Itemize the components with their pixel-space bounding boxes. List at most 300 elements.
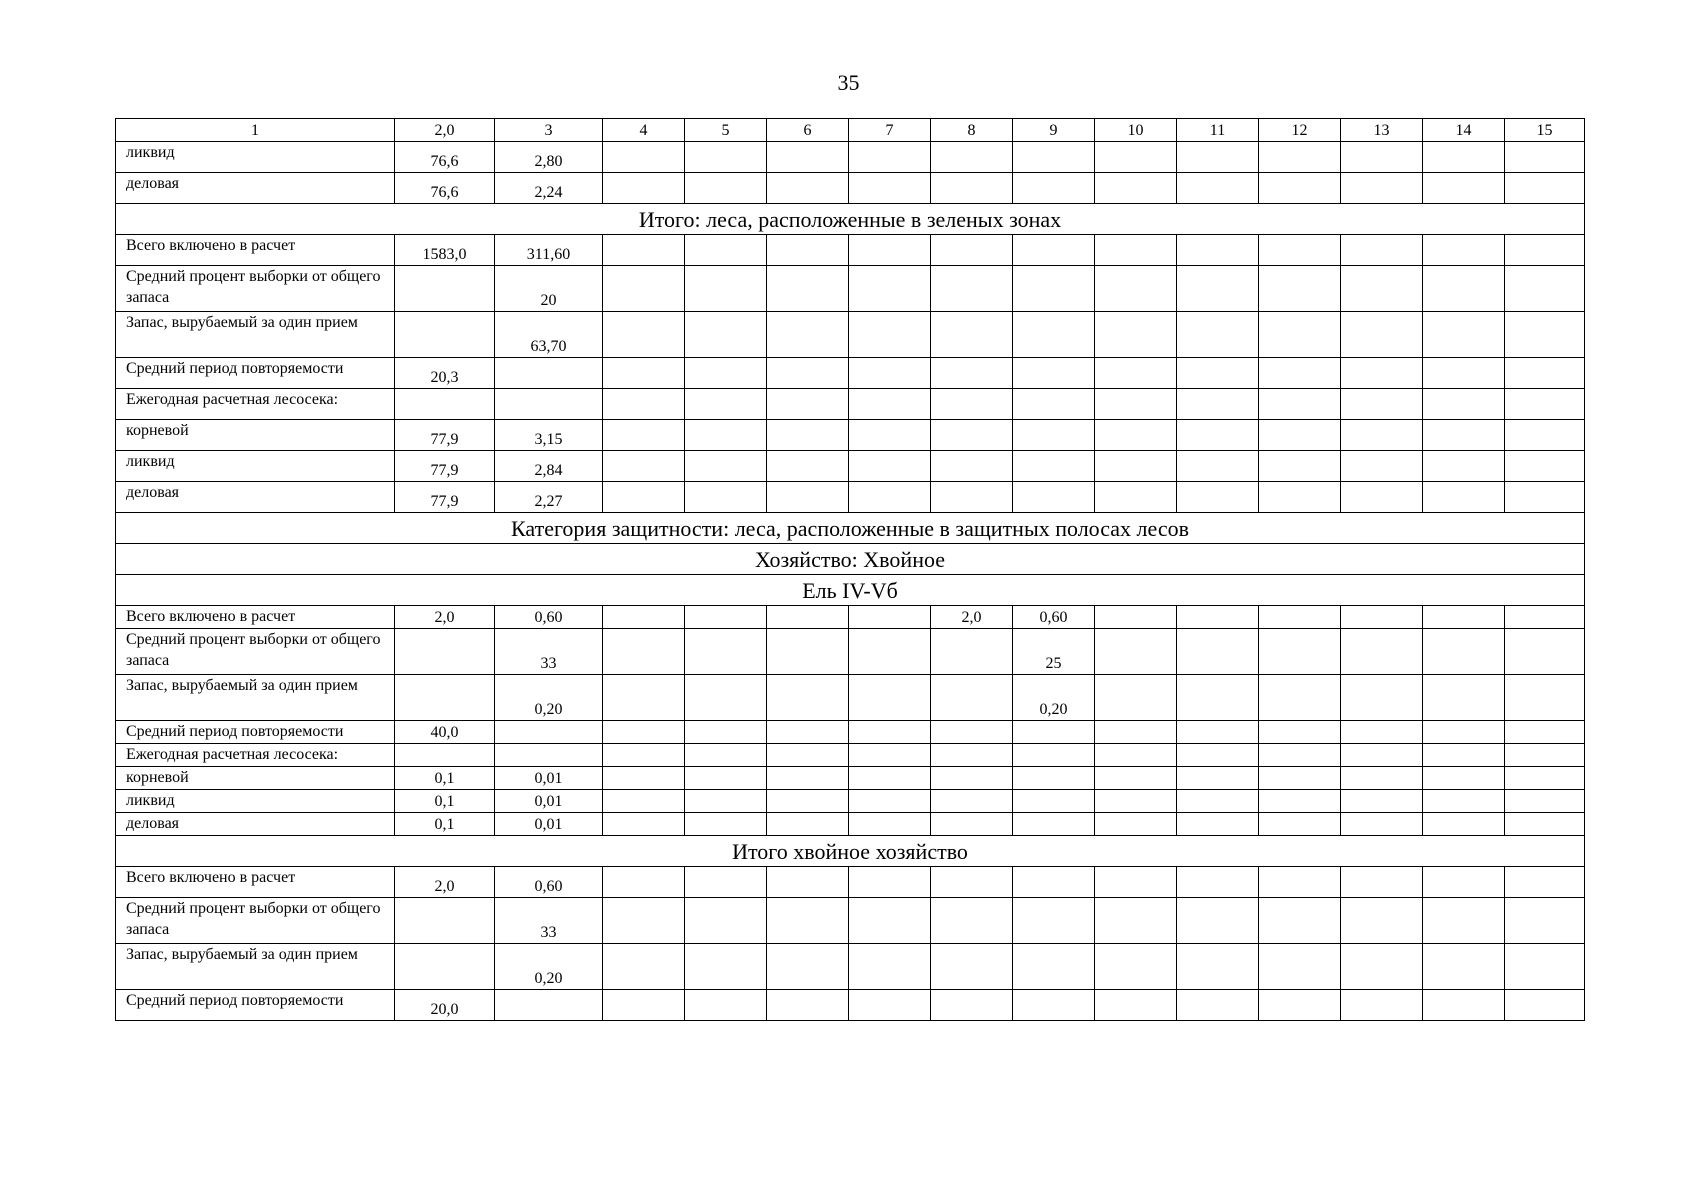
value-cell bbox=[931, 944, 1013, 990]
header-cell: 4 bbox=[603, 119, 685, 142]
table-row bbox=[116, 744, 1585, 767]
value-cell bbox=[603, 420, 685, 451]
value-cell bbox=[1095, 606, 1177, 629]
table-row bbox=[116, 142, 1585, 173]
value-cell bbox=[1259, 790, 1341, 813]
value-cell bbox=[1259, 173, 1341, 204]
row-label: Средний период повторяемости bbox=[116, 358, 395, 389]
value-cell bbox=[849, 389, 931, 420]
table-row bbox=[116, 312, 1585, 358]
value-cell bbox=[603, 867, 685, 898]
data-table bbox=[115, 118, 1585, 1021]
value-cell bbox=[1013, 235, 1095, 266]
value-cell bbox=[849, 235, 931, 266]
value-cell: 33 bbox=[495, 898, 603, 944]
value-cell bbox=[495, 389, 603, 420]
value-cell bbox=[931, 675, 1013, 721]
value-cell bbox=[849, 675, 931, 721]
table-row bbox=[116, 482, 1585, 513]
value-cell: 0,60 bbox=[495, 867, 603, 898]
value-cell bbox=[1095, 944, 1177, 990]
table-row bbox=[116, 721, 1585, 744]
table-row bbox=[116, 266, 1585, 312]
row-label: ликвид bbox=[116, 790, 395, 813]
value-cell bbox=[1259, 675, 1341, 721]
value-cell bbox=[849, 451, 931, 482]
value-cell: 0,60 bbox=[1013, 606, 1095, 629]
value-cell: 311,60 bbox=[495, 235, 603, 266]
value-cell bbox=[1177, 482, 1259, 513]
value-cell bbox=[1505, 790, 1585, 813]
value-cell bbox=[603, 606, 685, 629]
table-row bbox=[116, 420, 1585, 451]
value-cell: 0,01 bbox=[495, 767, 603, 790]
value-cell bbox=[603, 675, 685, 721]
value-cell bbox=[1095, 451, 1177, 482]
value-cell bbox=[767, 675, 849, 721]
value-cell bbox=[1013, 389, 1095, 420]
row-label: Ежегодная расчетная лесосека: bbox=[116, 389, 395, 420]
value-cell bbox=[1259, 420, 1341, 451]
row-label: Всего включено в расчет bbox=[116, 235, 395, 266]
row-label: Средний период повторяемости bbox=[116, 990, 395, 1021]
value-cell: 1583,0 bbox=[395, 235, 495, 266]
value-cell bbox=[603, 944, 685, 990]
value-cell bbox=[495, 744, 603, 767]
value-cell bbox=[849, 790, 931, 813]
value-cell bbox=[1013, 266, 1095, 312]
value-cell bbox=[1013, 451, 1095, 482]
value-cell bbox=[1505, 606, 1585, 629]
value-cell bbox=[685, 235, 767, 266]
value-cell bbox=[1095, 142, 1177, 173]
value-cell bbox=[1423, 744, 1505, 767]
value-cell bbox=[1341, 813, 1423, 836]
value-cell bbox=[1423, 312, 1505, 358]
section-title: Хозяйство: Хвойное bbox=[116, 544, 1585, 575]
value-cell: 2,80 bbox=[495, 142, 603, 173]
value-cell bbox=[849, 266, 931, 312]
value-cell bbox=[1095, 389, 1177, 420]
value-cell bbox=[1177, 451, 1259, 482]
value-cell bbox=[685, 944, 767, 990]
row-label: Средний период повторяемости bbox=[116, 721, 395, 744]
header-cell: 10 bbox=[1095, 119, 1177, 142]
value-cell: 2,0 bbox=[395, 606, 495, 629]
value-cell bbox=[1341, 790, 1423, 813]
value-cell bbox=[1259, 744, 1341, 767]
value-cell bbox=[1505, 173, 1585, 204]
value-cell bbox=[395, 675, 495, 721]
section-title: Ель IV-Vб bbox=[116, 575, 1585, 606]
value-cell bbox=[931, 482, 1013, 513]
value-cell: 0,60 bbox=[495, 606, 603, 629]
header-cell: 7 bbox=[849, 119, 931, 142]
value-cell bbox=[685, 898, 767, 944]
value-cell bbox=[931, 389, 1013, 420]
value-cell bbox=[767, 744, 849, 767]
row-label: деловая bbox=[116, 173, 395, 204]
value-cell bbox=[1259, 358, 1341, 389]
value-cell bbox=[1505, 142, 1585, 173]
value-cell bbox=[1341, 629, 1423, 675]
header-cell: 6 bbox=[767, 119, 849, 142]
value-cell bbox=[1341, 482, 1423, 513]
value-cell bbox=[685, 990, 767, 1021]
value-cell bbox=[685, 420, 767, 451]
value-cell bbox=[395, 389, 495, 420]
header-cell: 3 bbox=[495, 119, 603, 142]
value-cell: 77,9 bbox=[395, 482, 495, 513]
value-cell bbox=[1177, 898, 1259, 944]
value-cell bbox=[767, 173, 849, 204]
value-cell bbox=[685, 744, 767, 767]
value-cell bbox=[931, 235, 1013, 266]
value-cell bbox=[931, 790, 1013, 813]
row-label: Средний процент выборки от общего запаса bbox=[116, 898, 395, 944]
value-cell bbox=[931, 898, 1013, 944]
value-cell bbox=[849, 867, 931, 898]
value-cell bbox=[931, 867, 1013, 898]
value-cell bbox=[1177, 744, 1259, 767]
value-cell bbox=[685, 312, 767, 358]
value-cell bbox=[1095, 675, 1177, 721]
value-cell bbox=[1177, 235, 1259, 266]
value-cell: 0,20 bbox=[1013, 675, 1095, 721]
value-cell bbox=[1505, 813, 1585, 836]
value-cell bbox=[603, 358, 685, 389]
table-row bbox=[116, 767, 1585, 790]
value-cell bbox=[1423, 944, 1505, 990]
value-cell bbox=[767, 312, 849, 358]
value-cell bbox=[767, 790, 849, 813]
value-cell bbox=[767, 867, 849, 898]
value-cell bbox=[1259, 266, 1341, 312]
value-cell bbox=[1341, 235, 1423, 266]
value-cell bbox=[685, 389, 767, 420]
value-cell bbox=[931, 813, 1013, 836]
value-cell bbox=[1341, 867, 1423, 898]
value-cell bbox=[1177, 721, 1259, 744]
value-cell bbox=[1505, 312, 1585, 358]
page-number: 35 bbox=[837, 70, 860, 95]
value-cell bbox=[1177, 389, 1259, 420]
table-row bbox=[116, 389, 1585, 420]
value-cell bbox=[849, 606, 931, 629]
value-cell bbox=[1341, 767, 1423, 790]
value-cell bbox=[603, 142, 685, 173]
value-cell bbox=[767, 389, 849, 420]
value-cell bbox=[1013, 790, 1095, 813]
value-cell bbox=[1423, 898, 1505, 944]
value-cell bbox=[1095, 629, 1177, 675]
value-cell bbox=[1341, 606, 1423, 629]
value-cell bbox=[603, 813, 685, 836]
section-title: Итого хвойное хозяйство bbox=[116, 836, 1585, 867]
value-cell bbox=[1423, 790, 1505, 813]
value-cell bbox=[1341, 898, 1423, 944]
value-cell: 77,9 bbox=[395, 451, 495, 482]
table-row bbox=[116, 629, 1585, 675]
value-cell: 0,01 bbox=[495, 813, 603, 836]
value-cell bbox=[1341, 675, 1423, 721]
value-cell bbox=[603, 898, 685, 944]
value-cell bbox=[1423, 629, 1505, 675]
value-cell bbox=[1341, 420, 1423, 451]
value-cell bbox=[1259, 898, 1341, 944]
value-cell bbox=[1177, 867, 1259, 898]
table-row bbox=[116, 451, 1585, 482]
value-cell bbox=[1341, 944, 1423, 990]
value-cell bbox=[1423, 813, 1505, 836]
value-cell bbox=[1341, 312, 1423, 358]
table-row bbox=[116, 358, 1585, 389]
value-cell bbox=[1259, 944, 1341, 990]
value-cell bbox=[767, 629, 849, 675]
value-cell bbox=[1177, 767, 1259, 790]
value-cell bbox=[1095, 235, 1177, 266]
section-row bbox=[116, 575, 1585, 606]
value-cell bbox=[931, 721, 1013, 744]
value-cell bbox=[1013, 173, 1095, 204]
value-cell bbox=[1177, 990, 1259, 1021]
header-cell: 2,0 bbox=[395, 119, 495, 142]
value-cell bbox=[931, 266, 1013, 312]
value-cell bbox=[1423, 606, 1505, 629]
table-row bbox=[116, 944, 1585, 990]
value-cell bbox=[767, 358, 849, 389]
header-row bbox=[116, 119, 1585, 142]
value-cell bbox=[1259, 606, 1341, 629]
value-cell bbox=[1013, 482, 1095, 513]
value-cell bbox=[603, 790, 685, 813]
value-cell bbox=[1259, 389, 1341, 420]
value-cell bbox=[767, 944, 849, 990]
value-cell bbox=[1423, 235, 1505, 266]
value-cell bbox=[1259, 767, 1341, 790]
value-cell: 2,27 bbox=[495, 482, 603, 513]
value-cell bbox=[1505, 721, 1585, 744]
value-cell bbox=[1505, 235, 1585, 266]
value-cell bbox=[1095, 420, 1177, 451]
value-cell bbox=[1177, 420, 1259, 451]
value-cell bbox=[931, 451, 1013, 482]
value-cell: 25 bbox=[1013, 629, 1095, 675]
value-cell bbox=[849, 482, 931, 513]
value-cell bbox=[1013, 744, 1095, 767]
section-title: Итого: леса, расположенные в зеленых зонах bbox=[116, 204, 1585, 235]
value-cell bbox=[931, 358, 1013, 389]
value-cell bbox=[1259, 482, 1341, 513]
value-cell bbox=[395, 944, 495, 990]
table-row bbox=[116, 898, 1585, 944]
value-cell bbox=[1013, 420, 1095, 451]
value-cell bbox=[849, 990, 931, 1021]
row-label: Запас, вырубаемый за один прием bbox=[116, 312, 395, 358]
value-cell bbox=[603, 451, 685, 482]
value-cell bbox=[1259, 142, 1341, 173]
value-cell bbox=[1177, 142, 1259, 173]
value-cell bbox=[1013, 990, 1095, 1021]
value-cell bbox=[1423, 173, 1505, 204]
row-label: Запас, вырубаемый за один прием bbox=[116, 944, 395, 990]
row-label: Всего включено в расчет bbox=[116, 606, 395, 629]
value-cell: 76,6 bbox=[395, 142, 495, 173]
value-cell bbox=[1505, 867, 1585, 898]
value-cell bbox=[1095, 990, 1177, 1021]
value-cell bbox=[1341, 142, 1423, 173]
value-cell bbox=[1505, 629, 1585, 675]
value-cell bbox=[603, 235, 685, 266]
value-cell bbox=[1259, 867, 1341, 898]
value-cell bbox=[603, 266, 685, 312]
value-cell bbox=[1177, 312, 1259, 358]
value-cell bbox=[1095, 744, 1177, 767]
value-cell bbox=[1259, 235, 1341, 266]
value-cell bbox=[849, 173, 931, 204]
header-cell: 11 bbox=[1177, 119, 1259, 142]
value-cell bbox=[767, 482, 849, 513]
value-cell bbox=[685, 790, 767, 813]
value-cell bbox=[849, 813, 931, 836]
value-cell: 63,70 bbox=[495, 312, 603, 358]
value-cell bbox=[395, 898, 495, 944]
value-cell bbox=[1341, 173, 1423, 204]
value-cell bbox=[767, 451, 849, 482]
value-cell bbox=[767, 142, 849, 173]
value-cell bbox=[685, 173, 767, 204]
value-cell bbox=[1177, 675, 1259, 721]
value-cell bbox=[849, 944, 931, 990]
table-row bbox=[116, 606, 1585, 629]
value-cell bbox=[1095, 482, 1177, 513]
table-row bbox=[116, 235, 1585, 266]
value-cell bbox=[931, 744, 1013, 767]
value-cell bbox=[1341, 744, 1423, 767]
value-cell bbox=[1423, 389, 1505, 420]
value-cell bbox=[1095, 721, 1177, 744]
value-cell bbox=[1095, 813, 1177, 836]
value-cell: 0,01 bbox=[495, 790, 603, 813]
value-cell bbox=[1177, 358, 1259, 389]
value-cell bbox=[603, 312, 685, 358]
value-cell: 33 bbox=[495, 629, 603, 675]
row-label: Ежегодная расчетная лесосека: bbox=[116, 744, 395, 767]
value-cell bbox=[1505, 767, 1585, 790]
value-cell bbox=[1095, 173, 1177, 204]
value-cell bbox=[1095, 790, 1177, 813]
value-cell: 2,0 bbox=[931, 606, 1013, 629]
value-cell bbox=[495, 358, 603, 389]
table-row bbox=[116, 675, 1585, 721]
value-cell bbox=[849, 767, 931, 790]
table-row bbox=[116, 813, 1585, 836]
value-cell bbox=[603, 744, 685, 767]
value-cell bbox=[1423, 482, 1505, 513]
value-cell bbox=[767, 266, 849, 312]
value-cell bbox=[1423, 420, 1505, 451]
table-row bbox=[116, 990, 1585, 1021]
value-cell: 0,20 bbox=[495, 944, 603, 990]
value-cell bbox=[603, 721, 685, 744]
value-cell bbox=[1095, 266, 1177, 312]
section-row bbox=[116, 204, 1585, 235]
value-cell bbox=[767, 767, 849, 790]
value-cell bbox=[1505, 675, 1585, 721]
value-cell bbox=[1177, 173, 1259, 204]
value-cell bbox=[931, 629, 1013, 675]
row-label: Запас, вырубаемый за один прием bbox=[116, 675, 395, 721]
section-row bbox=[116, 836, 1585, 867]
row-label: ликвид bbox=[116, 142, 395, 173]
value-cell bbox=[849, 312, 931, 358]
value-cell bbox=[1423, 721, 1505, 744]
header-cell: 12 bbox=[1259, 119, 1341, 142]
value-cell: 0,1 bbox=[395, 767, 495, 790]
value-cell: 40,0 bbox=[395, 721, 495, 744]
value-cell: 20,0 bbox=[395, 990, 495, 1021]
value-cell bbox=[685, 606, 767, 629]
value-cell bbox=[1013, 944, 1095, 990]
value-cell bbox=[1013, 767, 1095, 790]
value-cell bbox=[1505, 990, 1585, 1021]
value-cell bbox=[931, 767, 1013, 790]
value-cell bbox=[685, 358, 767, 389]
value-cell bbox=[1013, 312, 1095, 358]
value-cell bbox=[495, 721, 603, 744]
value-cell bbox=[1505, 389, 1585, 420]
value-cell: 2,0 bbox=[395, 867, 495, 898]
value-cell bbox=[931, 142, 1013, 173]
header-cell: 5 bbox=[685, 119, 767, 142]
value-cell bbox=[1505, 451, 1585, 482]
value-cell bbox=[1177, 944, 1259, 990]
value-cell bbox=[685, 482, 767, 513]
value-cell bbox=[1423, 358, 1505, 389]
header-cell: 1 bbox=[116, 119, 395, 142]
section-title: Категория защитности: леса, расположенные в защитных полосах лесов bbox=[116, 513, 1585, 544]
header-cell: 8 bbox=[931, 119, 1013, 142]
header-cell: 13 bbox=[1341, 119, 1423, 142]
value-cell bbox=[1013, 867, 1095, 898]
value-cell bbox=[685, 813, 767, 836]
value-cell bbox=[685, 451, 767, 482]
value-cell bbox=[685, 767, 767, 790]
table-row bbox=[116, 790, 1585, 813]
value-cell bbox=[1341, 389, 1423, 420]
row-label: Всего включено в расчет bbox=[116, 867, 395, 898]
value-cell bbox=[1505, 482, 1585, 513]
value-cell bbox=[1423, 451, 1505, 482]
value-cell bbox=[1177, 813, 1259, 836]
value-cell bbox=[1177, 629, 1259, 675]
value-cell bbox=[495, 990, 603, 1021]
value-cell bbox=[767, 606, 849, 629]
value-cell bbox=[931, 990, 1013, 1021]
value-cell: 0,1 bbox=[395, 813, 495, 836]
value-cell bbox=[931, 173, 1013, 204]
value-cell bbox=[767, 721, 849, 744]
value-cell bbox=[1259, 451, 1341, 482]
value-cell bbox=[767, 235, 849, 266]
value-cell bbox=[1259, 721, 1341, 744]
value-cell: 0,20 bbox=[495, 675, 603, 721]
value-cell bbox=[1505, 744, 1585, 767]
value-cell bbox=[1259, 813, 1341, 836]
value-cell bbox=[395, 629, 495, 675]
value-cell bbox=[767, 990, 849, 1021]
value-cell: 76,6 bbox=[395, 173, 495, 204]
